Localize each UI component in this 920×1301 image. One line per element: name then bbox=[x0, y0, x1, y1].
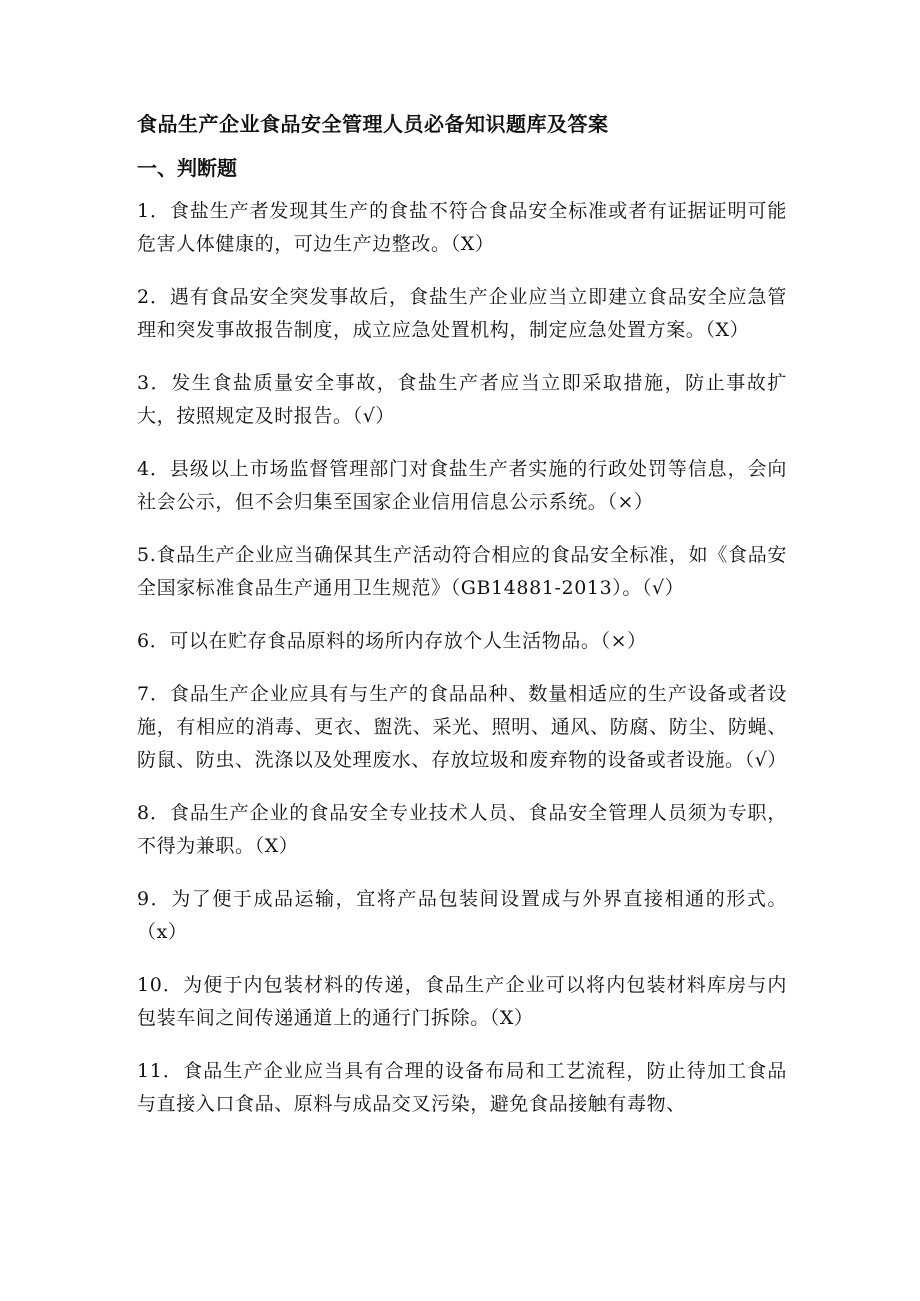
question-item: 8．食品生产企业的食品安全专业技术人员、食品安全管理人员须为专职，不得为兼职。（X） bbox=[137, 802, 787, 857]
question-item: 2．遇有食品安全突发事故后，食盐生产企业应当立即建立食品安全应急管理和突发事故报告制度，成立应急处置机构，制定应急处置方案。（X） bbox=[137, 286, 787, 341]
question-item: 7．食品生产企业应具有与生产的食品品种、数量相适应的生产设备或者设施，有相应的消毒、更衣、盥洗、采光、照明、通风、防腐、防尘、防蝇、防鼠、防虫、洗涤以及处理废水、存放垃圾和废弃物的设备或者设施。（√） bbox=[137, 683, 788, 771]
section-heading: 一、判断题 bbox=[137, 156, 237, 180]
question-item: 11．食品生产企业应当具有合理的设备布局和工艺流程，防止待加工食品与直接入口食品、原料与成品交叉污染，避免食品接触有毒物、 bbox=[137, 1060, 787, 1115]
question-item: 4．县级以上市场监督管理部门对食盐生产者实施的行政处罚等信息，会向社会公示，但不会归集至国家企业信用信息公示系统。（×） bbox=[137, 458, 787, 513]
question-item: 6．可以在贮存食品原料的场所内存放个人生活物品。（×） bbox=[137, 630, 647, 652]
question-item: 5.食品生产企业应当确保其生产活动符合相应的食品安全标准，如《食品安全国家标准食品生产通用卫生规范》（GB14881-2013）。（√） bbox=[137, 544, 787, 599]
question-item: 3．发生食盐质量安全事故，食盐生产者应当立即采取措施，防止事故扩大，按照规定及时报告。（√） bbox=[137, 372, 787, 427]
question-list bbox=[137, 195, 787, 1141]
question-item: 10．为便于内包装材料的传递，食品生产企业可以将内包装材料库房与内包装车间之间传递通道上的通行门拆除。（X） bbox=[137, 974, 787, 1029]
question-item: 1．食盐生产者发现其生产的食盐不符合食品安全标准或者有证据证明可能危害人体健康的，可边生产边整改。（X） bbox=[137, 200, 787, 255]
question-item: 9．为了便于成品运输，宜将产品包装间设置成与外界直接相通的形式。（x） bbox=[137, 888, 787, 943]
document-title: 食品生产企业食品安全管理人员必备知识题库及答案 bbox=[137, 112, 609, 136]
